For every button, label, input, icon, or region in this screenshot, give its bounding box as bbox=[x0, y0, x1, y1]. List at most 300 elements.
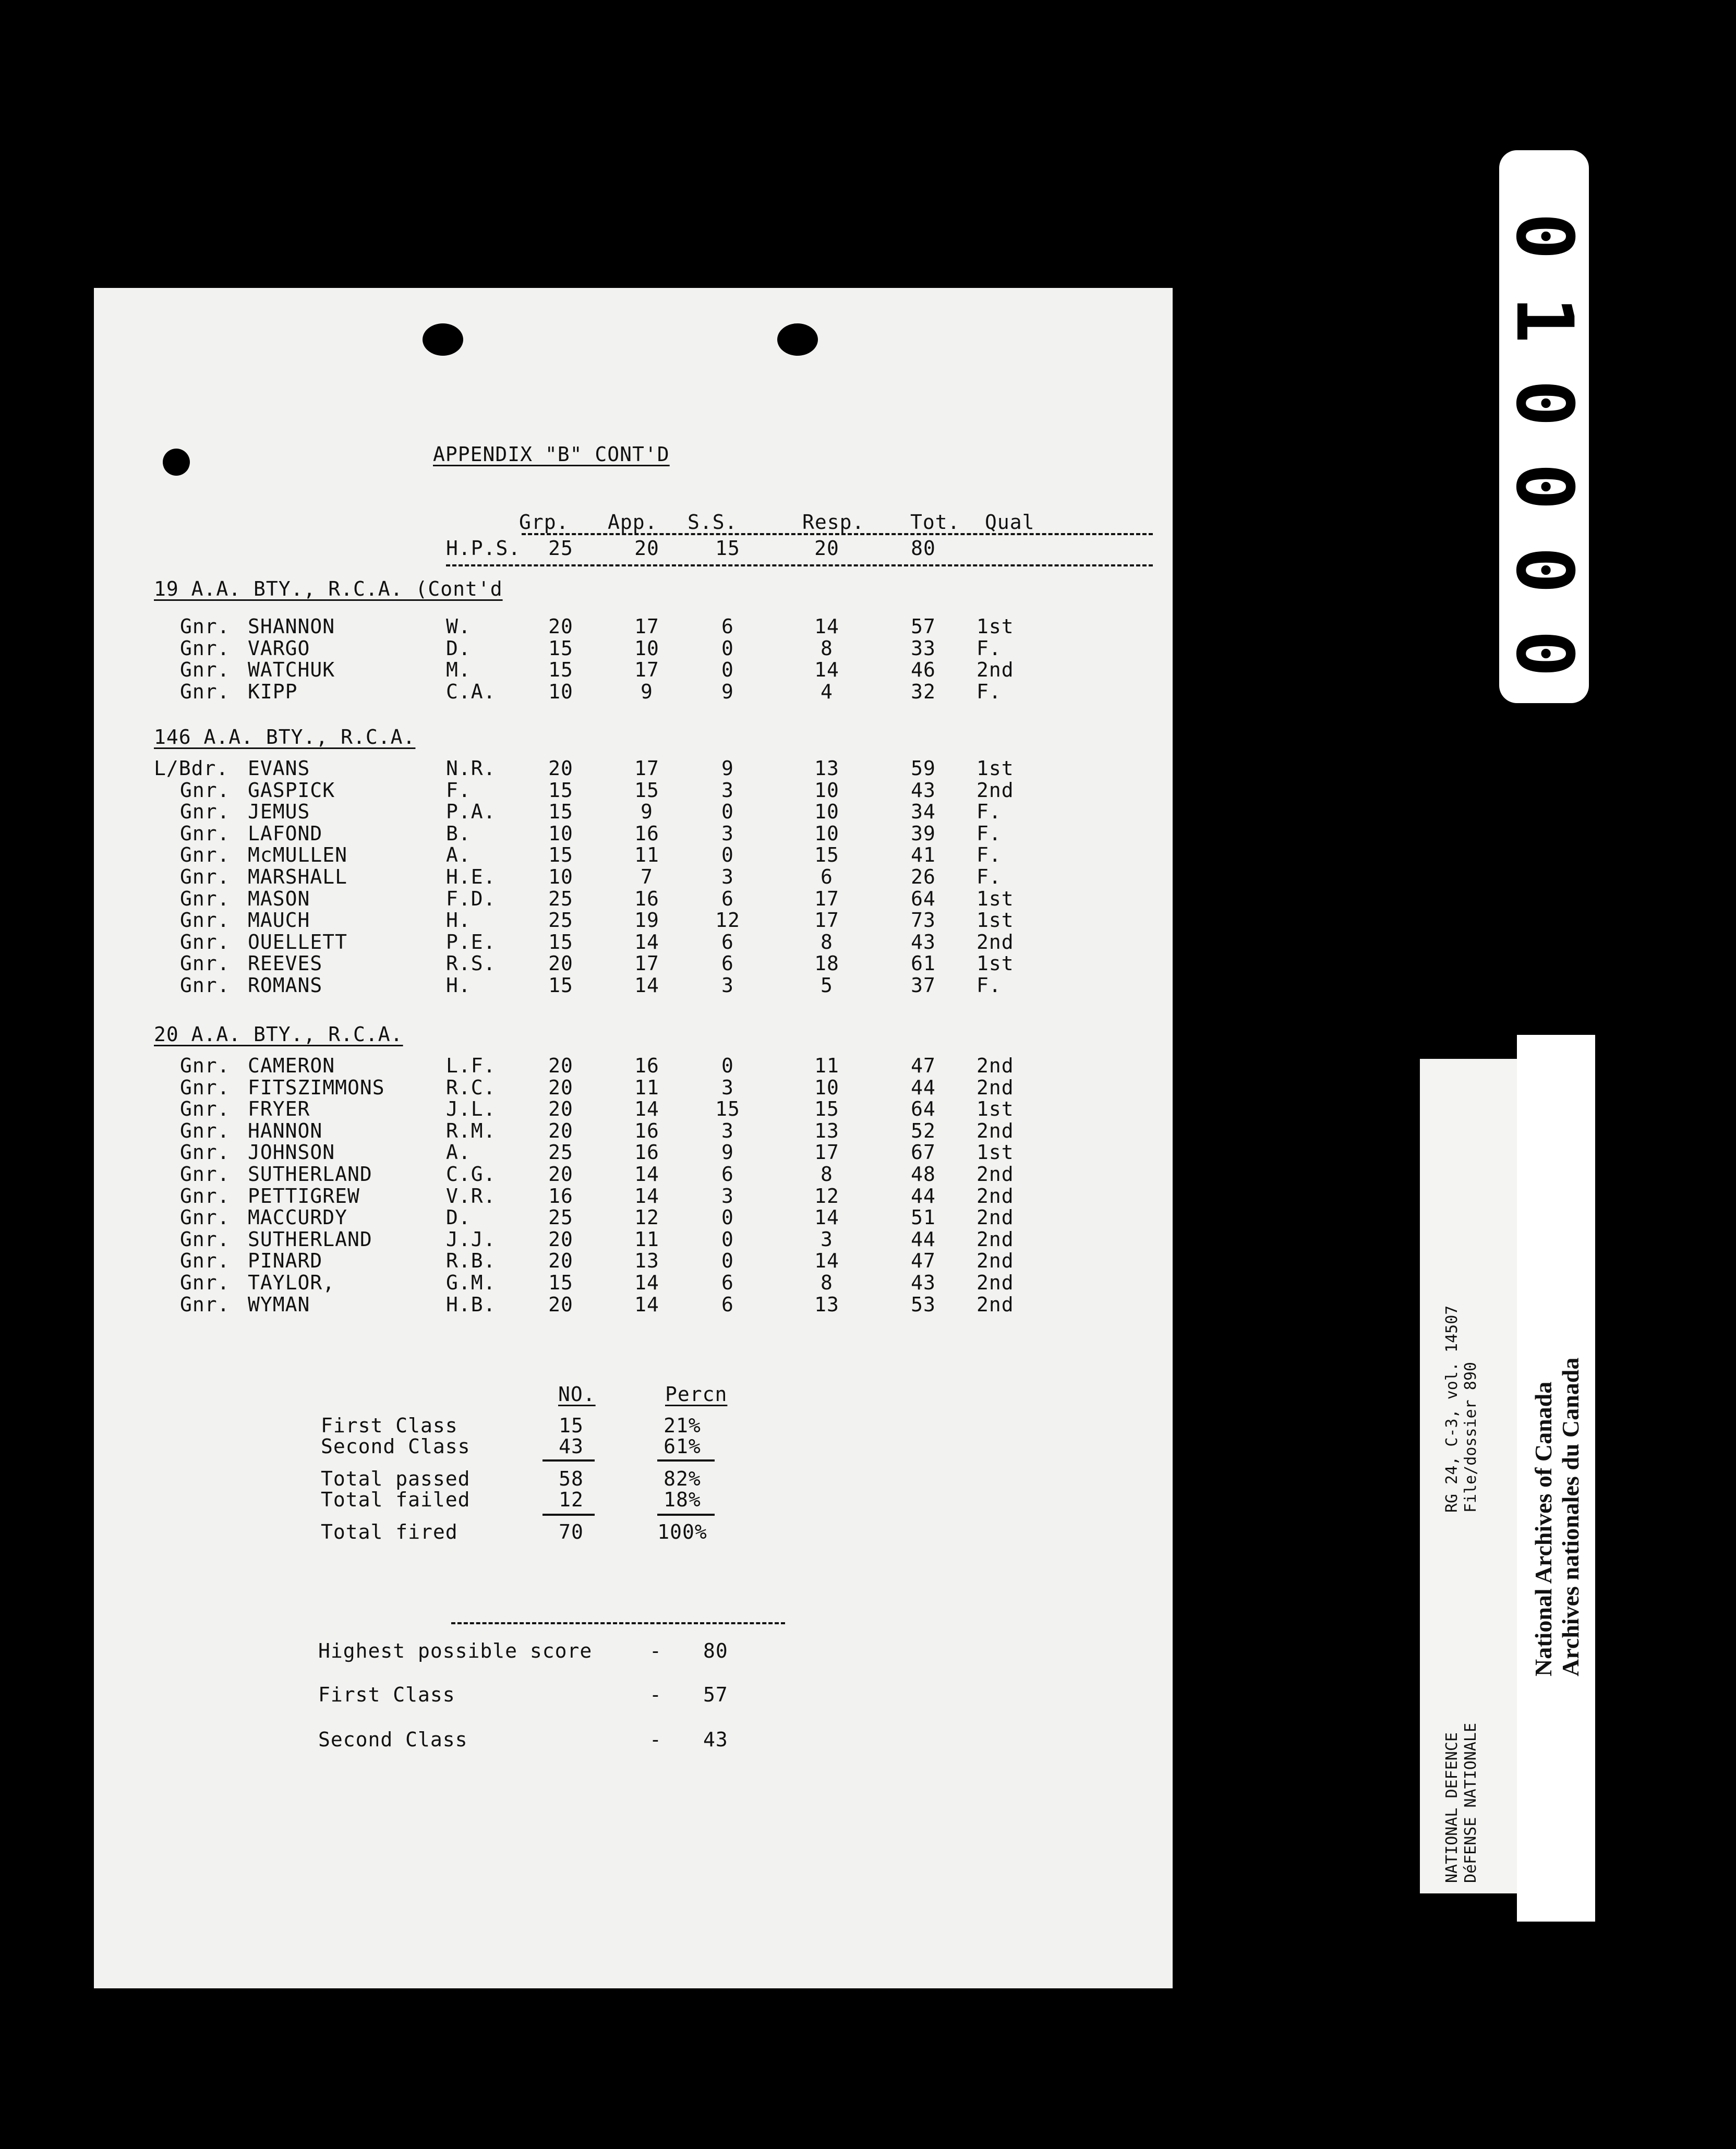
table-cell-app: 11 bbox=[634, 1076, 659, 1099]
table-cell-ss: 3 bbox=[721, 1076, 734, 1099]
table-rank: Gnr. bbox=[180, 1249, 230, 1272]
table-cell-qual: F. bbox=[977, 843, 1002, 866]
summary-col-no: NO. bbox=[558, 1383, 596, 1406]
column-header: Qual bbox=[985, 511, 1035, 534]
table-rank: Gnr. bbox=[180, 887, 230, 910]
table-cell-tot: 53 bbox=[911, 1293, 936, 1316]
table-cell-app: 17 bbox=[634, 658, 659, 681]
summary-rule bbox=[657, 1459, 715, 1462]
table-cell-resp: 8 bbox=[821, 1271, 833, 1294]
table-name: KIPP bbox=[248, 680, 298, 703]
table-initials: H. bbox=[446, 974, 471, 997]
table-cell-tot: 57 bbox=[911, 615, 936, 638]
reel-digit: 0 bbox=[1499, 379, 1589, 427]
table-cell-qual: F. bbox=[977, 822, 1002, 845]
table-cell-ss: 0 bbox=[721, 637, 734, 660]
table-cell-grp: 16 bbox=[548, 1185, 573, 1208]
table-initials: M. bbox=[446, 658, 471, 681]
table-cell-resp: 11 bbox=[814, 1054, 839, 1077]
table-cell-grp: 15 bbox=[548, 1271, 573, 1294]
table-cell-app: 16 bbox=[634, 822, 659, 845]
table-name: SUTHERLAND bbox=[248, 1228, 372, 1251]
table-name: SHANNON bbox=[248, 615, 335, 638]
table-cell-qual: 1st bbox=[977, 615, 1014, 638]
document-page bbox=[94, 288, 1173, 1988]
reel-digit: 0 bbox=[1499, 630, 1589, 678]
punch-hole-top-right bbox=[777, 323, 818, 356]
table-cell-resp: 13 bbox=[814, 757, 839, 780]
table-cell-ss: 6 bbox=[721, 1271, 734, 1294]
table-cell-grp: 20 bbox=[548, 615, 573, 638]
table-rank: Gnr. bbox=[180, 952, 230, 975]
table-name: CAMERON bbox=[248, 1054, 335, 1077]
table-initials: P.E. bbox=[446, 931, 496, 953]
table-rank: Gnr. bbox=[180, 865, 230, 888]
table-cell-qual: 1st bbox=[977, 757, 1014, 780]
table-cell-qual: 1st bbox=[977, 952, 1014, 975]
hps-value: 20 bbox=[814, 537, 839, 560]
hps-value: 80 bbox=[911, 537, 936, 560]
table-cell-app: 11 bbox=[634, 843, 659, 866]
table-initials: D. bbox=[446, 637, 471, 660]
table-cell-qual: 2nd bbox=[977, 931, 1014, 953]
dept-line-2: DéFENSE NATIONALE bbox=[1462, 1722, 1480, 1883]
table-cell-grp: 20 bbox=[548, 1076, 573, 1099]
table-cell-ss: 6 bbox=[721, 1293, 734, 1316]
table-cell-qual: 1st bbox=[977, 887, 1014, 910]
summary-label: Total failed bbox=[321, 1488, 471, 1511]
table-cell-ss: 3 bbox=[721, 865, 734, 888]
table-cell-ss: 9 bbox=[721, 757, 734, 780]
table-initials: J.L. bbox=[446, 1097, 496, 1120]
table-cell-grp: 15 bbox=[548, 974, 573, 997]
table-cell-grp: 20 bbox=[548, 952, 573, 975]
table-cell-tot: 52 bbox=[911, 1119, 936, 1142]
summary-label: Total fired bbox=[321, 1520, 458, 1543]
table-initials: D. bbox=[446, 1206, 471, 1229]
table-cell-ss: 0 bbox=[721, 800, 734, 823]
table-cell-tot: 48 bbox=[911, 1163, 936, 1186]
table-cell-grp: 20 bbox=[548, 1228, 573, 1251]
table-cell-app: 10 bbox=[634, 637, 659, 660]
table-cell-tot: 44 bbox=[911, 1228, 936, 1251]
table-rank: Gnr. bbox=[180, 1054, 230, 1077]
table-cell-grp: 10 bbox=[548, 822, 573, 845]
table-cell-app: 12 bbox=[634, 1206, 659, 1229]
table-initials: H. bbox=[446, 909, 471, 932]
table-cell-qual: 2nd bbox=[977, 1185, 1014, 1208]
table-rank: Gnr. bbox=[180, 1141, 230, 1164]
table-cell-resp: 10 bbox=[814, 1076, 839, 1099]
summary-pct: 100% bbox=[657, 1520, 707, 1543]
hps-value: 25 bbox=[548, 537, 573, 560]
table-cell-ss: 12 bbox=[715, 909, 740, 932]
table-cell-qual: F. bbox=[977, 680, 1002, 703]
table-initials: C.A. bbox=[446, 680, 496, 703]
summary-label: Second Class bbox=[321, 1435, 471, 1458]
table-rank: Gnr. bbox=[180, 843, 230, 866]
table-cell-ss: 9 bbox=[721, 1141, 734, 1164]
table-cell-ss: 3 bbox=[721, 1185, 734, 1208]
table-cell-ss: 0 bbox=[721, 658, 734, 681]
table-name: FRYER bbox=[248, 1097, 310, 1120]
table-name: SUTHERLAND bbox=[248, 1163, 372, 1186]
score-value: 43 bbox=[703, 1728, 728, 1751]
table-cell-qual: 2nd bbox=[977, 1206, 1014, 1229]
table-initials: R.C. bbox=[446, 1076, 496, 1099]
column-header: Grp. bbox=[519, 511, 569, 534]
table-cell-grp: 20 bbox=[548, 1097, 573, 1120]
column-header: Resp. bbox=[802, 511, 865, 534]
table-cell-tot: 64 bbox=[911, 1097, 936, 1120]
table-cell-qual: 2nd bbox=[977, 1293, 1014, 1316]
table-cell-tot: 44 bbox=[911, 1185, 936, 1208]
table-cell-tot: 32 bbox=[911, 680, 936, 703]
table-name: MASON bbox=[248, 887, 310, 910]
reel-number-label bbox=[1499, 150, 1589, 703]
hps-value: 15 bbox=[715, 537, 740, 560]
table-rank: Gnr. bbox=[180, 1293, 230, 1316]
table-initials: G.M. bbox=[446, 1271, 496, 1294]
archives-label bbox=[1517, 1035, 1595, 1922]
table-cell-app: 14 bbox=[634, 931, 659, 953]
table-cell-ss: 0 bbox=[721, 1249, 734, 1272]
table-cell-qual: 2nd bbox=[977, 1228, 1014, 1251]
table-rank: Gnr. bbox=[180, 637, 230, 660]
table-cell-tot: 43 bbox=[911, 931, 936, 953]
table-cell-qual: 2nd bbox=[977, 658, 1014, 681]
table-cell-ss: 9 bbox=[721, 680, 734, 703]
table-cell-tot: 43 bbox=[911, 779, 936, 802]
table-rank: Gnr. bbox=[180, 1271, 230, 1294]
punch-hole-top-left bbox=[423, 323, 463, 356]
summary-rule bbox=[542, 1459, 595, 1462]
table-initials: A. bbox=[446, 843, 471, 866]
table-rank: Gnr. bbox=[180, 1097, 230, 1120]
table-cell-app: 17 bbox=[634, 952, 659, 975]
table-initials: V.R. bbox=[446, 1185, 496, 1208]
table-cell-app: 14 bbox=[634, 1293, 659, 1316]
table-rank: Gnr. bbox=[180, 909, 230, 932]
section-heading: 146 A.A. BTY., R.C.A. bbox=[154, 726, 416, 748]
score-value: 80 bbox=[703, 1639, 728, 1662]
summary-pct: 82% bbox=[664, 1467, 701, 1490]
summary-label: Total passed bbox=[321, 1467, 471, 1490]
table-name: MARSHALL bbox=[248, 865, 348, 888]
table-cell-resp: 13 bbox=[814, 1119, 839, 1142]
punch-hole-side bbox=[163, 449, 190, 476]
column-header: S.S. bbox=[688, 511, 738, 534]
table-initials: R.B. bbox=[446, 1249, 496, 1272]
document-title: APPENDIX "B" CONT'D bbox=[433, 443, 670, 466]
reel-digit: 0 bbox=[1499, 212, 1589, 260]
table-rank: Gnr. bbox=[180, 779, 230, 802]
table-cell-ss: 6 bbox=[721, 952, 734, 975]
summary-col-pct: Percn bbox=[665, 1383, 728, 1406]
table-cell-tot: 51 bbox=[911, 1206, 936, 1229]
table-rank: Gnr. bbox=[180, 931, 230, 953]
table-rank: Gnr. bbox=[180, 800, 230, 823]
hps-divider bbox=[446, 564, 1153, 566]
ref-line-2: File/dossier 890 bbox=[1462, 1362, 1480, 1513]
table-cell-grp: 20 bbox=[548, 757, 573, 780]
table-cell-qual: F. bbox=[977, 974, 1002, 997]
table-rank: Gnr. bbox=[180, 1163, 230, 1186]
table-cell-tot: 67 bbox=[911, 1141, 936, 1164]
summary-rule bbox=[657, 1514, 715, 1516]
table-cell-tot: 44 bbox=[911, 1076, 936, 1099]
table-initials: N.R. bbox=[446, 757, 496, 780]
table-cell-grp: 15 bbox=[548, 800, 573, 823]
table-rank: Gnr. bbox=[180, 658, 230, 681]
reel-digit: 0 bbox=[1499, 546, 1589, 594]
table-cell-app: 14 bbox=[634, 1097, 659, 1120]
summary-label: First Class bbox=[321, 1414, 458, 1437]
header-divider bbox=[522, 533, 1153, 535]
table-cell-resp: 15 bbox=[814, 1097, 839, 1120]
table-cell-grp: 15 bbox=[548, 637, 573, 660]
table-cell-resp: 15 bbox=[814, 843, 839, 866]
table-cell-resp: 10 bbox=[814, 822, 839, 845]
table-cell-grp: 25 bbox=[548, 887, 573, 910]
table-name: FITSZIMMONS bbox=[248, 1076, 385, 1099]
table-cell-resp: 10 bbox=[814, 800, 839, 823]
table-cell-tot: 47 bbox=[911, 1249, 936, 1272]
table-cell-grp: 25 bbox=[548, 1141, 573, 1164]
section-heading: 20 A.A. BTY., R.C.A. bbox=[154, 1023, 403, 1046]
table-cell-app: 14 bbox=[634, 1185, 659, 1208]
table-cell-qual: 2nd bbox=[977, 779, 1014, 802]
table-cell-app: 14 bbox=[634, 1163, 659, 1186]
table-name: WATCHUK bbox=[248, 658, 335, 681]
table-cell-tot: 33 bbox=[911, 637, 936, 660]
table-cell-resp: 17 bbox=[814, 909, 839, 932]
table-rank: Gnr. bbox=[180, 1076, 230, 1099]
ref-line-1: RG 24, C-3, vol. 14507 bbox=[1443, 1305, 1461, 1513]
table-cell-qual: 1st bbox=[977, 1141, 1014, 1164]
table-cell-ss: 0 bbox=[721, 1228, 734, 1251]
summary-pct: 61% bbox=[664, 1435, 701, 1458]
table-rank: Gnr. bbox=[180, 1228, 230, 1251]
table-initials: W. bbox=[446, 615, 471, 638]
table-cell-qual: 2nd bbox=[977, 1054, 1014, 1077]
table-name: PETTIGREW bbox=[248, 1185, 360, 1208]
archives-line-1: National Archives of Canada bbox=[1530, 1381, 1557, 1676]
reference-label bbox=[1420, 1059, 1517, 1893]
table-name: REEVES bbox=[248, 952, 323, 975]
table-cell-tot: 73 bbox=[911, 909, 936, 932]
table-cell-ss: 6 bbox=[721, 615, 734, 638]
table-name: MACCURDY bbox=[248, 1206, 348, 1229]
table-name: OUELLETT bbox=[248, 931, 348, 953]
table-rank: Gnr. bbox=[180, 974, 230, 997]
summary-rule bbox=[542, 1514, 595, 1516]
table-cell-tot: 43 bbox=[911, 1271, 936, 1294]
table-initials: R.S. bbox=[446, 952, 496, 975]
table-name: HANNON bbox=[248, 1119, 323, 1142]
reel-digit: 1 bbox=[1499, 296, 1589, 344]
table-cell-grp: 20 bbox=[548, 1293, 573, 1316]
table-cell-tot: 26 bbox=[911, 865, 936, 888]
table-cell-app: 14 bbox=[634, 974, 659, 997]
table-name: TAYLOR, bbox=[248, 1271, 335, 1294]
table-cell-qual: 1st bbox=[977, 909, 1014, 932]
hps-label: H.P.S. bbox=[446, 537, 521, 560]
table-cell-qual: 1st bbox=[977, 1097, 1014, 1120]
table-cell-tot: 41 bbox=[911, 843, 936, 866]
table-cell-qual: F. bbox=[977, 800, 1002, 823]
table-cell-resp: 10 bbox=[814, 779, 839, 802]
table-cell-tot: 34 bbox=[911, 800, 936, 823]
table-cell-ss: 6 bbox=[721, 1163, 734, 1186]
table-initials: H.B. bbox=[446, 1293, 496, 1316]
table-rank: Gnr. bbox=[180, 615, 230, 638]
table-cell-resp: 18 bbox=[814, 952, 839, 975]
table-cell-ss: 6 bbox=[721, 931, 734, 953]
table-cell-grp: 15 bbox=[548, 843, 573, 866]
table-cell-resp: 4 bbox=[821, 680, 833, 703]
table-cell-ss: 3 bbox=[721, 779, 734, 802]
score-label: First Class bbox=[318, 1683, 455, 1706]
table-cell-ss: 0 bbox=[721, 843, 734, 866]
table-cell-app: 19 bbox=[634, 909, 659, 932]
table-cell-grp: 10 bbox=[548, 865, 573, 888]
table-initials: J.J. bbox=[446, 1228, 496, 1251]
table-cell-app: 15 bbox=[634, 779, 659, 802]
archives-line-2: Archives nationales du Canada bbox=[1557, 1357, 1584, 1676]
table-cell-tot: 37 bbox=[911, 974, 936, 997]
table-initials: L.F. bbox=[446, 1054, 496, 1077]
table-cell-tot: 46 bbox=[911, 658, 936, 681]
table-initials: F.D. bbox=[446, 887, 496, 910]
table-cell-qual: 2nd bbox=[977, 1271, 1014, 1294]
table-cell-grp: 15 bbox=[548, 931, 573, 953]
table-cell-tot: 59 bbox=[911, 757, 936, 780]
table-name: JOHNSON bbox=[248, 1141, 335, 1164]
table-cell-app: 7 bbox=[641, 865, 653, 888]
table-cell-grp: 20 bbox=[548, 1119, 573, 1142]
summary-no: 15 bbox=[559, 1414, 584, 1437]
table-rank: Gnr. bbox=[180, 1119, 230, 1142]
table-name: EVANS bbox=[248, 757, 310, 780]
summary-pct: 18% bbox=[664, 1488, 701, 1511]
table-cell-qual: F. bbox=[977, 865, 1002, 888]
table-cell-resp: 12 bbox=[814, 1185, 839, 1208]
column-header: App. bbox=[608, 511, 658, 534]
score-value: 57 bbox=[703, 1683, 728, 1706]
table-name: WYMAN bbox=[248, 1293, 310, 1316]
summary-pct: 21% bbox=[664, 1414, 701, 1437]
table-cell-grp: 15 bbox=[548, 658, 573, 681]
section-heading: 19 A.A. BTY., R.C.A. (Cont'd bbox=[154, 577, 503, 600]
table-name: MAUCH bbox=[248, 909, 310, 932]
table-cell-app: 9 bbox=[641, 800, 653, 823]
dept-line-1: NATIONAL DEFENCE bbox=[1443, 1732, 1461, 1883]
table-initials: H.E. bbox=[446, 865, 496, 888]
table-cell-ss: 0 bbox=[721, 1206, 734, 1229]
table-cell-tot: 61 bbox=[911, 952, 936, 975]
table-cell-grp: 20 bbox=[548, 1054, 573, 1077]
table-cell-grp: 20 bbox=[548, 1163, 573, 1186]
score-dash: - bbox=[649, 1728, 662, 1751]
table-cell-app: 13 bbox=[634, 1249, 659, 1272]
score-label: Highest possible score bbox=[318, 1639, 593, 1662]
column-header: Tot. bbox=[910, 511, 960, 534]
table-initials: R.M. bbox=[446, 1119, 496, 1142]
table-cell-app: 16 bbox=[634, 1119, 659, 1142]
table-cell-resp: 14 bbox=[814, 658, 839, 681]
table-initials: P.A. bbox=[446, 800, 496, 823]
table-cell-qual: 2nd bbox=[977, 1076, 1014, 1099]
table-cell-resp: 14 bbox=[814, 1206, 839, 1229]
table-cell-resp: 13 bbox=[814, 1293, 839, 1316]
table-cell-resp: 17 bbox=[814, 1141, 839, 1164]
table-cell-tot: 39 bbox=[911, 822, 936, 845]
score-dash: - bbox=[649, 1639, 662, 1662]
table-cell-grp: 10 bbox=[548, 680, 573, 703]
table-cell-resp: 6 bbox=[821, 865, 833, 888]
table-cell-ss: 6 bbox=[721, 887, 734, 910]
table-cell-grp: 20 bbox=[548, 1249, 573, 1272]
table-cell-resp: 3 bbox=[821, 1228, 833, 1251]
table-cell-resp: 14 bbox=[814, 1249, 839, 1272]
table-cell-ss: 0 bbox=[721, 1054, 734, 1077]
table-cell-ss: 3 bbox=[721, 822, 734, 845]
table-name: McMULLEN bbox=[248, 843, 348, 866]
table-cell-app: 16 bbox=[634, 1141, 659, 1164]
table-cell-app: 17 bbox=[634, 757, 659, 780]
table-cell-app: 17 bbox=[634, 615, 659, 638]
table-cell-ss: 3 bbox=[721, 1119, 734, 1142]
table-name: LAFOND bbox=[248, 822, 323, 845]
table-name: GASPICK bbox=[248, 779, 335, 802]
table-cell-app: 16 bbox=[634, 1054, 659, 1077]
table-cell-qual: 2nd bbox=[977, 1249, 1014, 1272]
table-cell-qual: F. bbox=[977, 637, 1002, 660]
score-dash: - bbox=[649, 1683, 662, 1706]
table-initials: B. bbox=[446, 822, 471, 845]
summary-dashed-line bbox=[451, 1622, 785, 1624]
table-cell-app: 16 bbox=[634, 887, 659, 910]
table-cell-tot: 47 bbox=[911, 1054, 936, 1077]
table-cell-grp: 25 bbox=[548, 1206, 573, 1229]
table-cell-resp: 14 bbox=[814, 615, 839, 638]
table-rank: Gnr. bbox=[180, 1185, 230, 1208]
table-cell-resp: 8 bbox=[821, 1163, 833, 1186]
reel-digit: 0 bbox=[1499, 463, 1589, 511]
table-initials: F. bbox=[446, 779, 471, 802]
table-name: ROMANS bbox=[248, 974, 323, 997]
summary-no: 58 bbox=[559, 1467, 584, 1490]
table-cell-tot: 64 bbox=[911, 887, 936, 910]
score-label: Second Class bbox=[318, 1728, 468, 1751]
table-cell-qual: 2nd bbox=[977, 1119, 1014, 1142]
table-cell-grp: 15 bbox=[548, 779, 573, 802]
table-cell-app: 9 bbox=[641, 680, 653, 703]
hps-value: 20 bbox=[634, 537, 659, 560]
table-cell-app: 14 bbox=[634, 1271, 659, 1294]
table-initials: C.G. bbox=[446, 1163, 496, 1186]
table-rank: L/Bdr. bbox=[154, 757, 229, 780]
table-name: PINARD bbox=[248, 1249, 323, 1272]
table-cell-grp: 25 bbox=[548, 909, 573, 932]
table-name: JEMUS bbox=[248, 800, 310, 823]
summary-no: 43 bbox=[559, 1435, 584, 1458]
table-rank: Gnr. bbox=[180, 680, 230, 703]
table-name: VARGO bbox=[248, 637, 310, 660]
table-cell-resp: 17 bbox=[814, 887, 839, 910]
table-cell-resp: 8 bbox=[821, 637, 833, 660]
